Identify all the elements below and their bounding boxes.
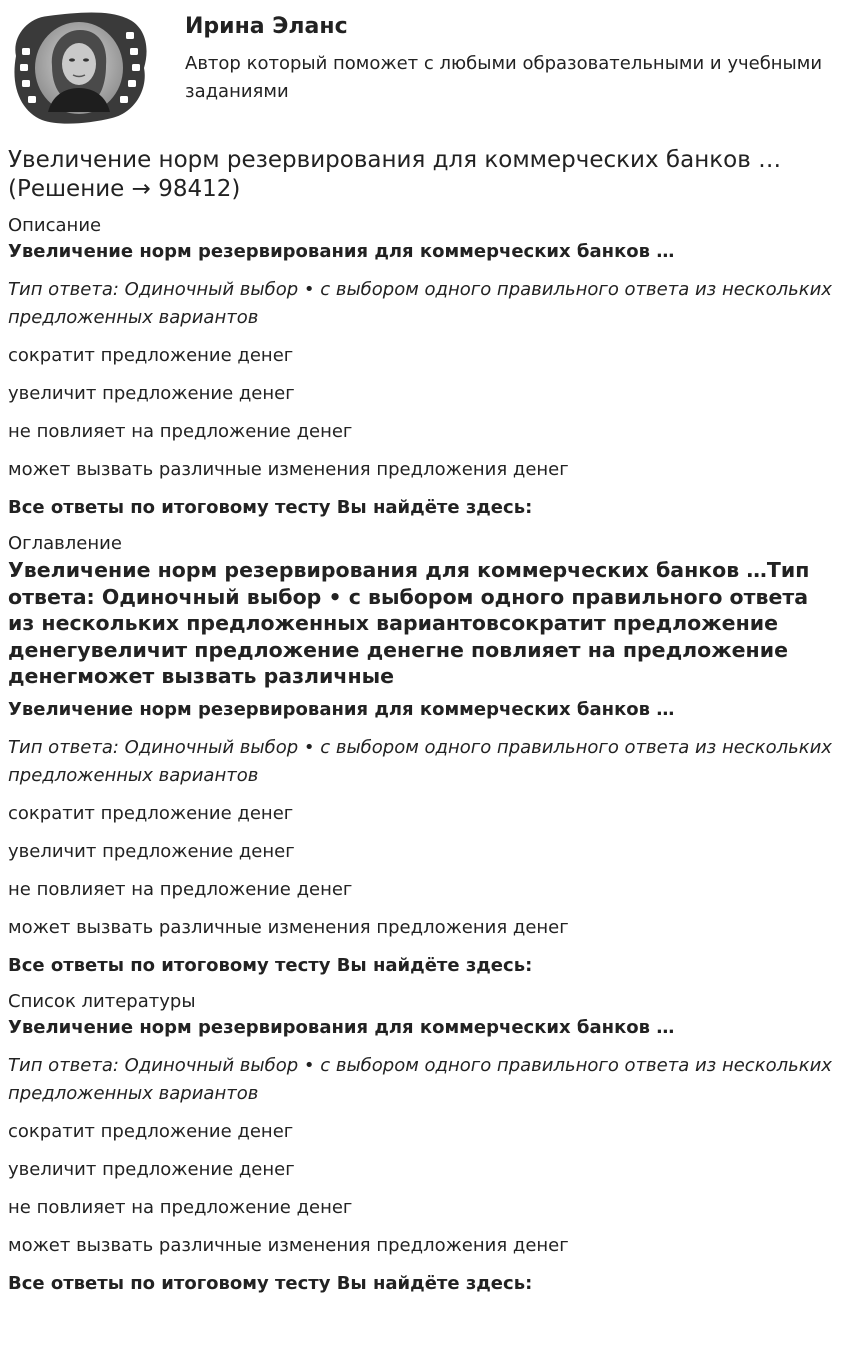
answer-type: Тип ответа: Одиночный выбор • с выбором одного правильного ответа из нескольких предложенных вариантов	[8, 279, 832, 328]
answer-option: может вызвать различные изменения предложения денег	[8, 459, 569, 480]
answer-option: увеличит предложение денег	[8, 1158, 295, 1180]
author-name: Ирина Эланс	[185, 14, 348, 39]
answer-option: может вызвать различные изменения предложения денег	[8, 916, 569, 938]
answer-option: увеличит предложение денег	[8, 840, 295, 862]
question-title: Увеличение норм резервирования для коммерческих банков …	[8, 1016, 675, 1038]
section-label-toc: Оглавление	[8, 533, 122, 554]
answer-option: может вызвать различные изменения предложения денег	[8, 1234, 569, 1256]
answer-type: Тип ответа: Одиночный выбор • с выбором одного правильного ответа из нескольких предложенных вариантов	[8, 1054, 832, 1104]
references-section	[8, 989, 838, 1297]
author-avatar	[8, 8, 150, 126]
answer-option: сократит предложение денег	[8, 802, 294, 824]
main-content	[8, 146, 838, 1307]
all-answers-text: Все ответы по итоговому тесту Вы найдёте здесь:	[8, 954, 533, 976]
section-label-description: Описание	[8, 215, 102, 236]
answer-option: сократит предложение денег	[8, 345, 294, 366]
answer-option: не повлияет на предложение денег	[8, 421, 353, 442]
all-answers-text: Все ответы по итоговому тесту Вы найдёте здесь:	[8, 497, 533, 518]
answer-option: не повлияет на предложение денег	[8, 1196, 353, 1218]
question-title: Увеличение норм резервирования для коммерческих банков …	[8, 241, 675, 262]
section-label-references: Список литературы	[8, 990, 196, 1012]
toc-section	[8, 531, 838, 979]
answer-option: сократит предложение денег	[8, 1120, 294, 1142]
answer-option: увеличит предложение денег	[8, 383, 295, 404]
page-title: Увеличение норм резервирования для коммерческих банков … (Решение → 98412)	[8, 147, 782, 202]
all-answers-text: Все ответы по итоговому тесту Вы найдёте здесь:	[8, 1272, 533, 1294]
author-header	[0, 0, 847, 135]
answer-option: не повлияет на предложение денег	[8, 878, 353, 900]
description-section	[8, 213, 838, 521]
toc-heading: Увеличение норм резервирования для коммерческих банков …Тип ответа: Одиночный выбор • с выбором одного правильного ответа из нескольких предложенных вариантовсократит предложение денегувеличит предложение денегне повлияет на предложение денегможет вызвать различные	[8, 558, 810, 688]
question-title: Увеличение норм резервирования для коммерческих банков …	[8, 698, 675, 720]
answer-type: Тип ответа: Одиночный выбор • с выбором одного правильного ответа из нескольких предложенных вариантов	[8, 736, 832, 786]
author-description: Автор который поможет с любыми образовательными и учебными заданиями	[185, 53, 823, 102]
